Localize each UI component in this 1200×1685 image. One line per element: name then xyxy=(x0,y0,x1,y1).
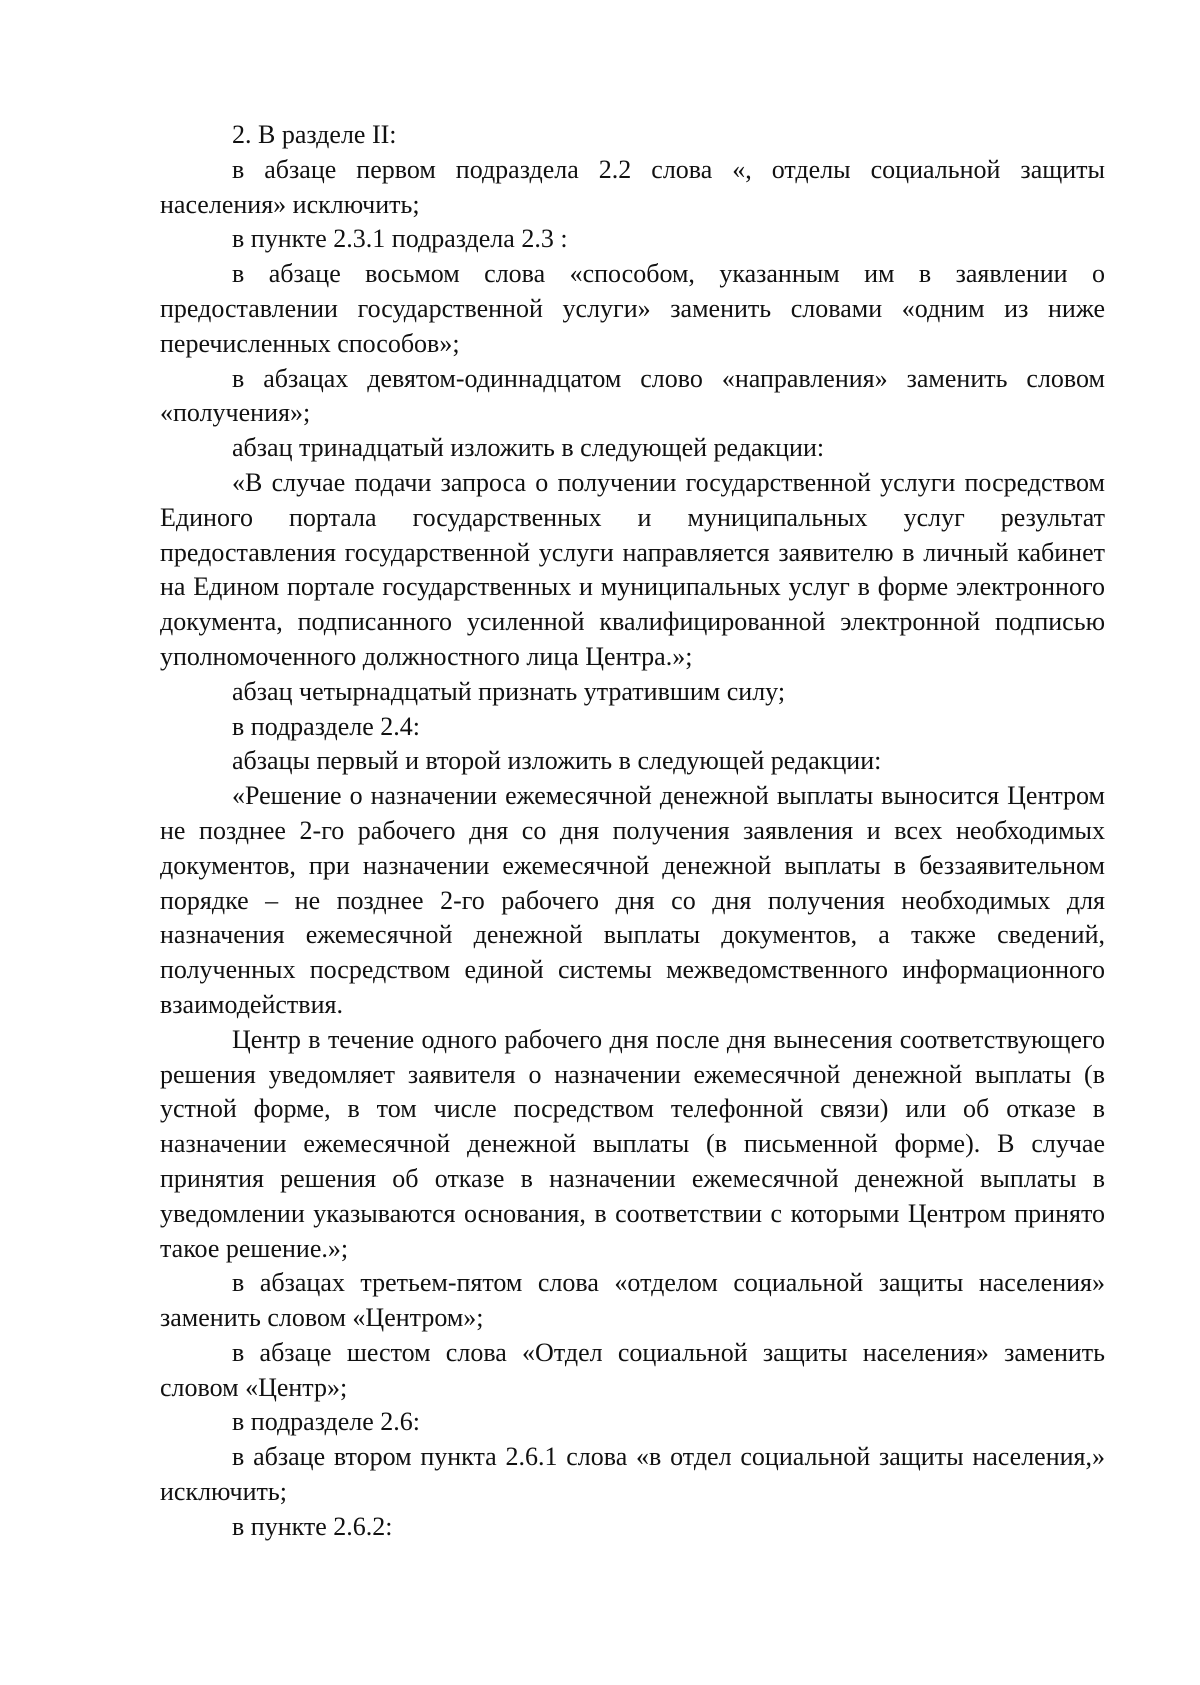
paragraph: в абзацах третьем-пятом слова «отделом социальной защиты населения» заменить словом «Центром»; xyxy=(160,1268,1105,1333)
paragraph: в подразделе 2.6: xyxy=(232,1407,421,1437)
section-heading: 2. В разделе II: xyxy=(232,120,397,149)
paragraph: в абзацах девятом-одиннадцатом слово «направления» заменить словом «получения»; xyxy=(160,363,1105,428)
paragraph: абзацы первый и второй изложить в следующей редакции: xyxy=(232,746,882,776)
paragraph: в абзаце шестом слова «Отдел социальной защиты населения» заменить словом «Центр»; xyxy=(160,1337,1105,1402)
paragraph: абзац четырнадцатый признать утратившим силу; xyxy=(232,676,786,706)
paragraph: в абзаце первом подраздела 2.2 слова «, отделы социальной защиты населения» исключить; xyxy=(160,154,1105,219)
paragraph: в подразделе 2.4: xyxy=(232,711,421,741)
quoted-paragraph: Центр в течение одного рабочего дня после дня вынесения соответствующего решения уведомляет заявителя о назначении ежемесячной денежной выплаты (в устной форме, в том числе посредством телефонной связи) или об отказе в назначении ежемесячной денежной выплаты (в письменной форме). В случае принятия решения об отказе в назначении ежемесячной денежной выплаты в уведомлении указываются основания, в соответствии с которыми Центром принято такое решение.»; xyxy=(160,1024,1105,1263)
paragraph: в абзаце восьмом слова «способом, указанным им в заявлении о предоставлении государственной услуги» заменить словами «одним из ниже перечисленных способов»; xyxy=(160,259,1105,358)
quoted-paragraph: «В случае подачи запроса о получении государственной услуги посредством Единого портала государственных и муниципальных услуг результат предоставления государственной услуги направляется заявителю в личный кабинет на Едином портале государственных и муниципальных услуг в форме электронного документа, подписанного усиленной квалифицированной электронной подписью уполномоченного должностного лица Центра.»; xyxy=(160,467,1105,671)
quoted-paragraph: «Решение о назначении ежемесячной денежной выплаты выносится Центром не позднее 2-го рабочего дня со дня получения заявления и всех необходимых документов, при назначении ежемесячной денежной выплаты в беззаявительном порядке – не позднее 2-го рабочего дня со дня получения необходимых для назначения ежемесячной денежной выплаты документов, а также сведений, полученных посредством единой системы межведомственного информационного взаимодействия. xyxy=(160,781,1105,1019)
paragraph: абзац тринадцатый изложить в следующей редакции: xyxy=(232,433,825,463)
paragraph: в пункте 2.3.1 подраздела 2.3 : xyxy=(232,224,568,254)
paragraph: в абзаце втором пункта 2.6.1 слова «в отдел социальной защиты населения,» исключить; xyxy=(160,1442,1105,1507)
paragraph: в пункте 2.6.2: xyxy=(232,1511,393,1541)
document-body xyxy=(160,118,1105,1545)
